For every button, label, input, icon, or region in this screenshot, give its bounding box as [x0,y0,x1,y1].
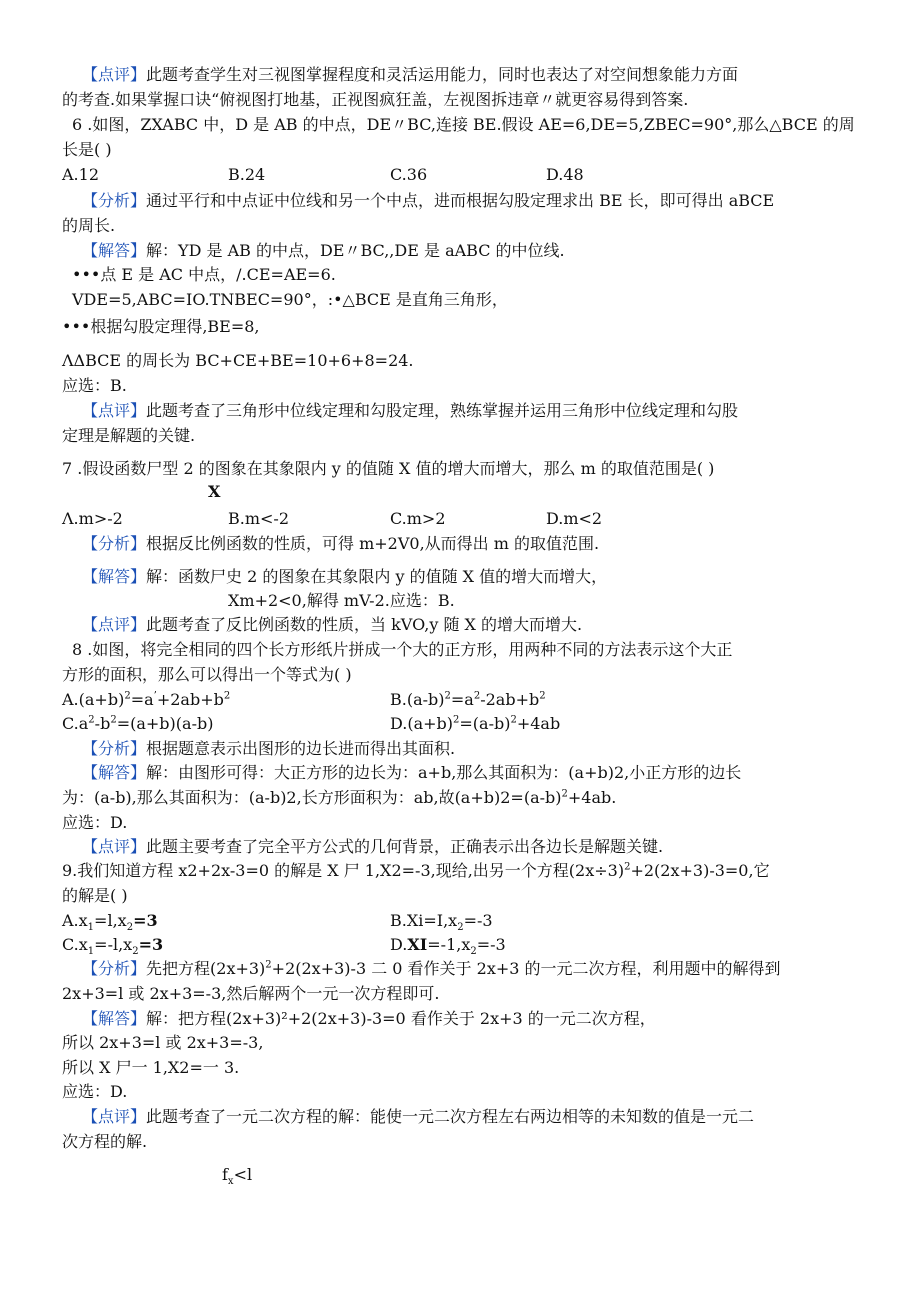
text: 此题考查了反比例函数的性质，当 kVO,y 随 X 的增大而增大. [146,615,583,634]
option-a: $A.(a+b)^2=a^’+2ab+b^2$ [62,690,231,709]
text-line [62,375,920,397]
text: VDE=5,ABC=IO.TNBEC=90°，:•△BCE 是直角三角形， [72,290,508,309]
question-8 [72,639,920,661]
text: 解：把方程(2x+3)²+2(2x+3)-3=0 看作关于 2x+3 的一元二次方程， [146,1009,656,1028]
analysis-line [82,190,920,212]
text: 根据反比例函数的性质，可得 m+2V0,从而得出 m 的取值范围. [146,534,600,553]
text-line: 为：(a-b),那么其面积为：(a-b)2,长方形面积为：ab,故$(a+b)2=(a-b)^2+4ab$. [62,788,617,807]
text-line [62,983,920,1005]
text-line [62,89,920,111]
option-d: D.48 [546,165,584,184]
text-line [62,425,920,447]
analysis-line [82,533,920,555]
text-line [62,350,920,372]
answer-line [82,762,920,784]
option-c: $C.a^2-b^2=(a+b)(a-b)$ [62,714,214,733]
option-a: A.12 [62,165,99,184]
text: 定理是解题的关键. [62,426,196,445]
comment-tag: 【点评】 [82,65,147,84]
text: X [208,482,221,501]
text: 7 .假设函数尸型 2 的图象在其象限内 y 的值随 X 值的增大而增大，那么 m 的取值范围是( ) [62,459,715,478]
text: 应选：D. [62,1082,128,1101]
comment-tag: 【点评】 [82,401,147,420]
text: 的解是( ) [62,886,128,905]
comment-line [82,1106,920,1128]
answer-tag: 【解答】 [82,567,147,586]
analysis-tag: 【分析】 [82,191,147,210]
option-b: $B.(a-b)^2=a^2-2ab+b^2$ [390,690,546,709]
text: •••根据勾股定理得,BE=8, [62,317,260,336]
text-line [62,885,920,907]
formula-fragment: $f_x<l$ [222,1165,253,1188]
text-line [62,1032,920,1054]
text-line [62,812,920,834]
analysis-line [82,738,920,760]
text-line [62,1057,920,1079]
text: 此题考查了一元二次方程的解：能使一元二次方程左右两边相等的未知数的值是一元二 [146,1107,755,1126]
option-b: B.24 [228,165,266,184]
option-c: $C.x_1=-l,x_2=3$ [62,935,164,958]
text-line [72,264,920,286]
text: ΛΔBCE 的周长为 BC+CE+BE=10+6+8=24. [62,351,414,370]
question-9: 9.我们知道方程 x2+2x-3=0 的解是 X 尸 1,X2=-3,现给,出另一个方程$(2x\div 3)^2+2(2x+3)-3=0$,它 [62,861,770,880]
comment-line [82,614,920,636]
option-c: C.36 [390,165,428,184]
comment-tag: 【点评】 [82,1107,147,1126]
text: 此题考查了三角形中位线定理和勾股定理，熟练掌握并运用三角形中位线定理和勾股 [146,401,739,420]
text: 应选：B. [62,376,127,395]
text-line [62,664,920,686]
text-line [62,215,920,237]
comment-line [82,400,920,422]
answer-line [82,566,920,588]
question-6 [72,114,920,136]
answer-tag: 【解答】 [82,763,147,782]
analysis-tag: 【分析】 [82,534,147,553]
text: 解：YD 是 AB 的中点，DE〃BC,,DE 是 aABC 的中位线. [146,241,565,260]
text: 通过平行和中点证中位线和另一个中点，进而根据勾股定理求出 BE 长，即可得出 aBCE [146,191,775,210]
option-a: Λ.m>-2 [62,509,123,528]
text: Xm+2<0,解得 mV-2.应选：B. [228,591,455,610]
option-d: $D.XI=-1,x_2=-3$ [390,935,506,958]
comment-tag: 【点评】 [82,615,147,634]
text-line [62,1081,920,1103]
text: 解：由图形可得：大正方形的边长为：a+b,那么其面积为：(a+b)2,小正方形的边长 [146,763,742,782]
answer-line [82,240,920,262]
text: 所以 X 尸一 1,X2=一 3. [62,1058,240,1077]
text: 长是( ) [62,140,112,159]
answer-line [82,1008,920,1030]
question-7 [62,458,920,480]
text: 的考查.如果掌握口诀“俯视图打地基，正视图疯狂盖，左视图拆违章〃就更容易得到答案. [62,90,689,109]
text: 方形的面积，那么可以得出一个等式为( ) [62,665,352,684]
option-a: $A.x_1=l,x_2=3$ [62,911,158,934]
text: 解：函数尸史 2 的图象在其象限内 y 的值随 X 值的增大而增大， [146,567,608,586]
comment-line [82,836,920,858]
text-line [62,1131,920,1153]
text-line [208,481,920,503]
text: 的周长. [62,216,116,235]
text: 此题考查学生对三视图掌握程度和灵活运用能力，同时也表达了对空间想象能力方面 [146,65,739,84]
text-line [62,316,920,338]
comment-line [82,64,920,86]
text: 应选：D. [62,813,128,832]
analysis-tag: 【分析】 [82,739,147,758]
analysis-tag: 【分析】 [82,959,147,978]
option-b: B.m<-2 [228,509,290,528]
option-c: C.m>2 [390,509,446,528]
option-b: $B.Xi=I,x_2=-3$ [390,911,493,934]
text-line [62,139,920,161]
analysis-line: 【分析】先把方程$(2x+3)^2+2(2x+3)-3$ 二 0 看作关于 2x+3 的一元二次方程，利用题中的解得到 [82,959,781,978]
option-d: D.m<2 [546,509,603,528]
option-d: $D.(a+b)^2=(a-b)^2+4ab$ [390,714,561,733]
text-line [72,289,920,311]
comment-tag: 【点评】 [82,837,147,856]
text: 所以 2x+3=l 或 2x+3=-3, [62,1033,264,1052]
text: 此题主要考查了完全平方公式的几何背景，正确表示出各边长是解题关键. [146,837,664,856]
answer-tag: 【解答】 [82,1009,147,1028]
text: 根据题意表示出图形的边长进而得出其面积. [146,739,456,758]
text: 8 .如图，将完全相同的四个长方形纸片拼成一个大的正方形，用两种不同的方法表示这个大正 [72,640,733,659]
text: •••点 E 是 AC 中点，/.CE=AE=6. [72,265,336,284]
text: 次方程的解. [62,1132,148,1151]
answer-tag: 【解答】 [82,241,147,260]
text: 6 .如图，ZXABC 中，D 是 AB 的中点，DE〃BC,连接 BE.假设 AE=6,DE=5,ZBEC=90°,那么△BCE 的周 [72,115,855,134]
text: 2x+3=l 或 2x+3=-3,然后解两个一元一次方程即可. [62,984,440,1003]
text-line [228,590,920,612]
